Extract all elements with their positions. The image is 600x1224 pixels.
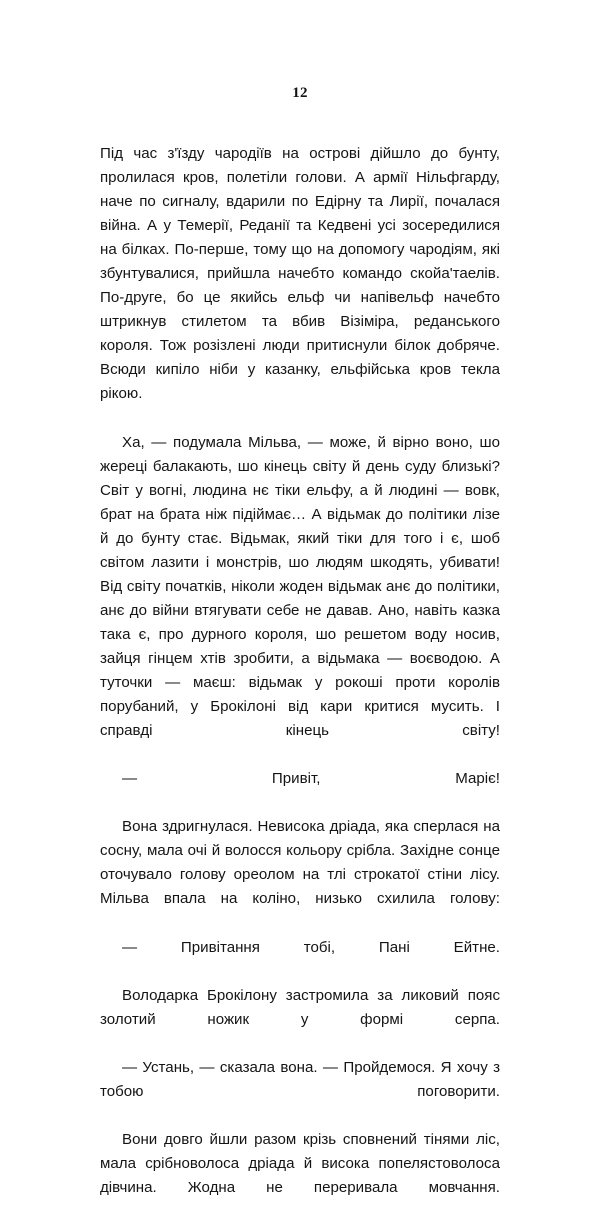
paragraph: Вона здригнулася. Невисока дріада, яка сперлася на сосну, мала очі й волосся кольору срібла. Західне сонце оточувало голову ореолом на тлі строкатої стіни лісу. Мільва впала на коліно, низько схилила голову:: [100, 818, 500, 908]
page-number: 12: [292, 85, 308, 101]
paragraph: Вони довго йшли разом крізь сповнений тінями ліс, мала срібноволоса дріада й висока попелястоволоса дівчина. Жодна не переривала мовчання.: [100, 1130, 500, 1197]
dialogue-line: — Привіт, Маріє!: [122, 770, 500, 788]
paragraph: Володарка Брокілону застромила за ликовий пояс золотий ножик у формі серпа.: [100, 986, 500, 1028]
dialogue-line: — Привітання тобі, Пані Ейтне.: [122, 938, 500, 956]
body-text-block: [100, 142, 500, 1224]
paragraph: Ха, — подумала Мільва, — може, й вірно воно, шо жереці балакають, шо кінець світу й день суду близькі? Світ у вогні, людина нє тіки ельфу, а й людині — вовк, брат на брата ніж підіймає… А відьмак до політики лізе й до бунту стає. Відьмак, який тіки для того і є, шоб світом лазити і монстрів, шо людям шкодять, убивати! Від світу початків, ніколи жоден відьмак анє до політики, анє до війни втягувати себе не давав. Ано, навіть казка така є, про дурного короля, шо решетом воду носив, зайця гінцем хтів зробити, а відьмака — воєводою. А туточки — маєш: відьмак у рокоші проти королів порубаний, у Брокілоні від кари критися мусить. І справді кінець світу!: [100, 433, 500, 740]
dialogue-line: — Устань, — сказала вона. — Пройдемося. Я хочу з тобою поговорити.: [100, 1058, 500, 1100]
paragraph: Під час з'їзду чародіїв на острові дійшло до бунту, пролилася кров, полетіли голови. А армії Нільфгарду, наче по сигналу, вдарили по Едірну та Лирії, почалася війна. А у Темерії, Реданії та Кедвені усі зосередилися на білках. По-перше, тому що на допомогу чародіям, які збунтувалися, прийшла начебто командо скойа'таелів. По-друге, бо це якийсь ельф чи напівельф начебто штрикнув стилетом та вбив Візіміра, реданського короля. Тож розізлені люди притиснули білок добряче. Всюди кипіло ніби у казанку, ельфійська кров текла рікою.: [100, 145, 500, 403]
